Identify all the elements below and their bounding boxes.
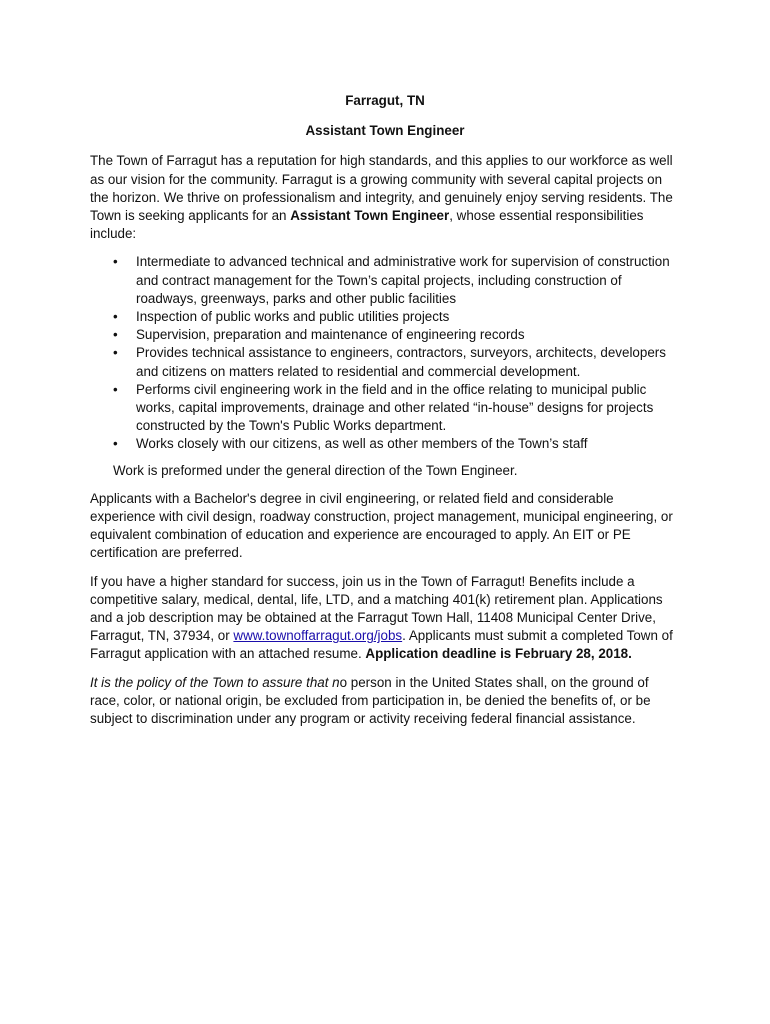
location-heading: Farragut, TN	[345, 93, 425, 108]
duty-text: Intermediate to advanced technical and administrative work for supervision of construction and contract management for the Town’s capital projects, including construction of roadways, greenways, parks and other public facilities	[136, 254, 670, 306]
bullet-icon: •	[113, 345, 118, 361]
policy-text: o person in the United States shall, on the ground of race, color, or national origin, be excluded from participation in, be denied the benefits of, or be subject to discrimination under any program or activity receiving federal financial assistance.	[90, 674, 651, 727]
bullet-icon: •	[113, 309, 118, 325]
list-item	[113, 326, 680, 344]
job-posting-page	[90, 92, 680, 738]
application-text-end: . Applicants must submit a completed Town of Farragut application with an attached resume.	[90, 628, 673, 662]
duty-text: Performs civil engineering work in the field and in the office relating to municipal public works, capital improvements, drainage and other related “in-house” designs for projects constructed by the Town's Public Works department.	[136, 381, 654, 434]
bullet-icon: •	[113, 254, 118, 270]
nondiscrimination-policy	[90, 674, 680, 729]
duties-list	[90, 253, 680, 453]
qualifications-paragraph: Applicants with a Bachelor's degree in civil engineering, or related field and considerable experience with civil design, roadway construction, project management, municipal engineering, or equivalent combination of education and experience are encouraged to apply. An EIT or PE certification are preferred.	[90, 490, 673, 561]
list-item	[113, 308, 680, 326]
intro-paragraph	[90, 152, 680, 243]
application-deadline: Application deadline is February 28, 2018.	[365, 646, 632, 662]
jobs-website-link[interactable]: www.townoffarragut.org/jobs	[233, 628, 403, 644]
list-item	[113, 344, 680, 380]
duty-text: Inspection of public works and public utilities projects	[136, 309, 450, 325]
work-direction-note: Work is preformed under the general direction of the Town Engineer.	[113, 462, 518, 478]
bullet-icon: •	[113, 327, 118, 343]
duty-text: Works closely with our citizens, as well as other members of the Town’s staff	[136, 436, 588, 452]
application-text-start: If you have a higher standard for success, join us in the Town of Farragut! Benefits include a competitive salary, medical, dental, life, LTD, and a matching 401(k) retirement plan. Applications and a job description may be obtained at the Farragut Town Hall, 11408 Municipal Center Drive, Farragut, TN, 37934, or	[90, 573, 663, 644]
duty-text: Supervision, preparation and maintenance of engineering records	[136, 327, 525, 343]
policy-italic-text: It is the policy of the Town to assure that n	[90, 674, 340, 690]
list-item	[113, 253, 680, 308]
duty-text: Provides technical assistance to engineers, contractors, surveyors, architects, developers and citizens on matters related to residential and commercial development.	[136, 345, 666, 379]
application-paragraph	[90, 573, 680, 664]
intro-text-start: The Town of Farragut has a reputation for high standards, and this applies to our workforce as well as our vision for the community. Farragut is a growing community with several capital projects on the horizon. We thrive on professionalism and integrity, and genuinely enjoy serving residents. The Town is seeking applicants for an	[90, 153, 673, 224]
list-item	[113, 381, 680, 436]
list-item	[113, 435, 680, 453]
intro-job-title-bold: Assistant Town Engineer	[290, 208, 450, 224]
bullet-icon: •	[113, 381, 118, 397]
job-title-heading: Assistant Town Engineer	[305, 123, 465, 139]
intro-text-end: , whose essential responsibilities include:	[90, 208, 644, 242]
bullet-icon: •	[113, 436, 118, 452]
